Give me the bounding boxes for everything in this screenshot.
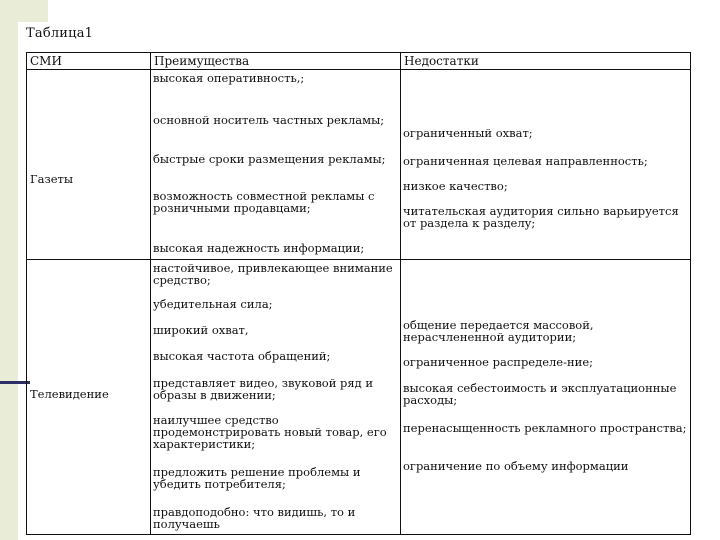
advantage-item: представляет видео, звуковой ряд и образы в движении; — [153, 376, 374, 402]
slide-decoration-corner — [0, 0, 48, 22]
advantages-cell-television — [151, 260, 401, 535]
disadvantage-item: читательская аудитория сильно варьируется от раздела к разделу; — [403, 204, 679, 230]
header-disadvantages: Недостатки — [401, 53, 691, 70]
media-name-television: Телевидение — [30, 387, 109, 401]
advantage-item: наилучшее средство продемонстрировать новый товар, его характеристики; — [153, 413, 387, 451]
table-row-television — [27, 260, 691, 535]
advantages-cell-newspapers — [151, 70, 401, 260]
advantage-item: убедительная сила; — [153, 297, 273, 311]
advantage-item: высокая частота обращений; — [153, 349, 331, 363]
advantage-item: быстрые сроки размещения рекламы; — [153, 152, 386, 166]
advantage-item: предложить решение проблемы и убедить потребителя; — [153, 465, 361, 491]
header-advantages: Преимущества — [151, 53, 401, 70]
disadvantages-cell-television — [401, 260, 691, 535]
advantage-item: широкий охват, — [153, 323, 249, 337]
disadvantage-item: ограниченное распределе-ние; — [403, 355, 594, 369]
disadvantages-cell-newspapers — [401, 70, 691, 260]
header-media: СМИ — [27, 53, 151, 70]
media-name-newspapers: Газеты — [30, 172, 74, 186]
table-caption: Таблица1 — [26, 26, 94, 41]
advantage-item: высокая оперативность,; — [153, 71, 305, 85]
disadvantage-item: ограниченный охват; — [403, 126, 533, 140]
table-header-row — [27, 53, 691, 70]
slide-decoration-band — [0, 0, 18, 540]
media-cell-newspapers — [27, 70, 151, 260]
advantage-item: настойчивое, привлекающее внимание средство; — [153, 261, 393, 287]
advantage-item: возможность совместной рекламы с розничными продавцами; — [153, 189, 375, 215]
advantage-item: правдоподобно: что видишь, то и получаешь — [153, 505, 356, 531]
advantage-item: основной носитель частных рекламы; — [153, 113, 385, 127]
disadvantage-item: низкое качество; — [403, 179, 508, 193]
table-row-newspapers — [27, 70, 691, 260]
disadvantage-item: перенасыщенность рекламного пространства; — [403, 421, 687, 435]
disadvantage-item: общение передается массовой, нерасчлененной аудитории; — [403, 318, 594, 344]
disadvantage-item: ограниченная целевая направленность; — [403, 154, 648, 168]
media-comparison-table — [26, 52, 691, 535]
media-cell-television — [27, 260, 151, 535]
disadvantage-item: ограничение по объему информации — [403, 459, 629, 473]
advantage-item: высокая надежность информации; — [153, 241, 365, 255]
disadvantage-item: высокая себестоимость и эксплуатационные расходы; — [403, 381, 677, 407]
